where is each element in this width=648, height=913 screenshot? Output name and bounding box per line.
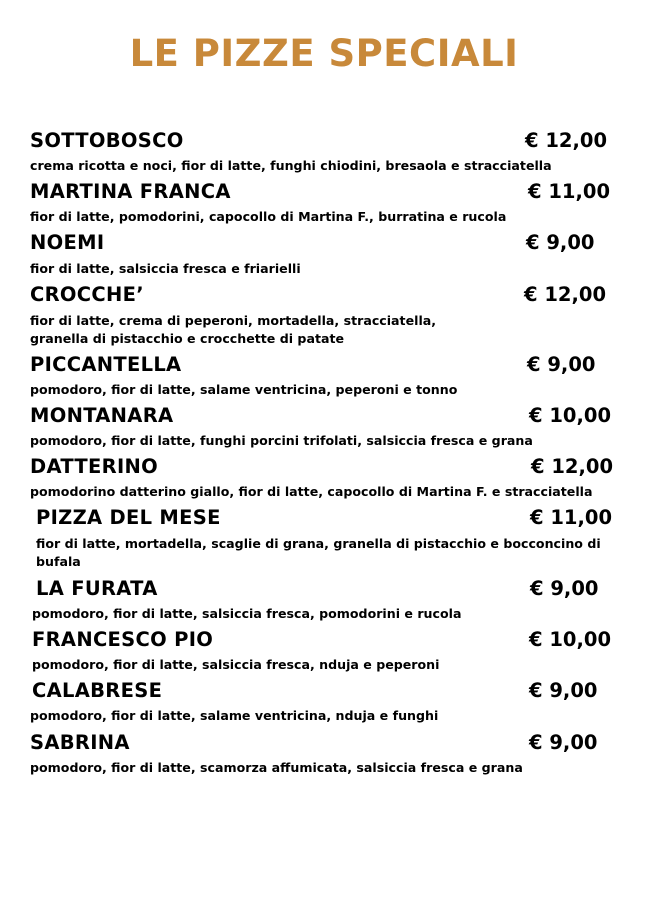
page-title: LE PIZZE SPECIALI [129,32,519,75]
item-price: € 12,00 [525,129,608,152]
item-price: € 11,00 [528,180,611,203]
item-description: pomodoro, fior di latte, salsiccia fresca, pomodorini e rucola [32,606,462,621]
item-name: MONTANARA [30,404,174,427]
item-description: pomodoro, fior di latte, funghi porcini trifolati, salsiccia fresca e grana [30,433,533,448]
item-price: € 9,00 [529,731,598,754]
item-description: fior di latte, salsiccia fresca e friarielli [30,261,301,276]
item-price: € 11,00 [530,506,613,529]
item-price: € 9,00 [527,353,596,376]
item-description-line-2: bufala [36,554,81,569]
item-price: € 10,00 [529,628,612,651]
item-name: PIZZA DEL MESE [36,506,221,529]
item-name: CROCCHE’ [30,283,144,306]
item-description-line-2: granella di pistacchio e crocchette di patate [30,331,345,346]
item-description: fior di latte, crema di peperoni, mortadella, stracciatella, [30,313,437,328]
item-price: € 9,00 [526,231,595,254]
item-name: MARTINA FRANCA [30,180,231,203]
item-name: CALABRESE [32,679,163,702]
item-name: NOEMI [30,231,105,254]
item-name: DATTERINO [30,455,159,478]
item-description: pomodoro, fior di latte, salame ventricina, nduja e funghi [30,708,439,723]
item-price: € 9,00 [530,577,599,600]
item-price: € 10,00 [529,404,612,427]
item-name: SABRINA [30,731,130,754]
item-description: crema ricotta e noci, fior di latte, funghi chiodini, bresaola e stracciatella [30,158,552,173]
item-name: PICCANTELLA [30,353,182,376]
item-description: pomodorino datterino giallo, fior di latte, capocollo di Martina F. e stracciatella [30,484,593,499]
item-description: fior di latte, mortadella, scaglie di grana, granella di pistacchio e bocconcino di [36,536,601,551]
item-description: pomodoro, fior di latte, scamorza affumicata, salsiccia fresca e grana [30,760,523,775]
item-description: fior di latte, pomodorini, capocollo di Martina F., burratina e rucola [30,209,507,224]
item-price: € 12,00 [531,455,614,478]
item-name: SOTTOBOSCO [30,129,184,152]
item-price: € 12,00 [524,283,607,306]
item-description: pomodoro, fior di latte, salsiccia fresca, nduja e peperoni [32,657,440,672]
item-name: LA FURATA [36,577,158,600]
item-description: pomodoro, fior di latte, salame ventricina, peperoni e tonno [30,382,458,397]
item-name: FRANCESCO PIO [32,628,214,651]
item-price: € 9,00 [529,679,598,702]
